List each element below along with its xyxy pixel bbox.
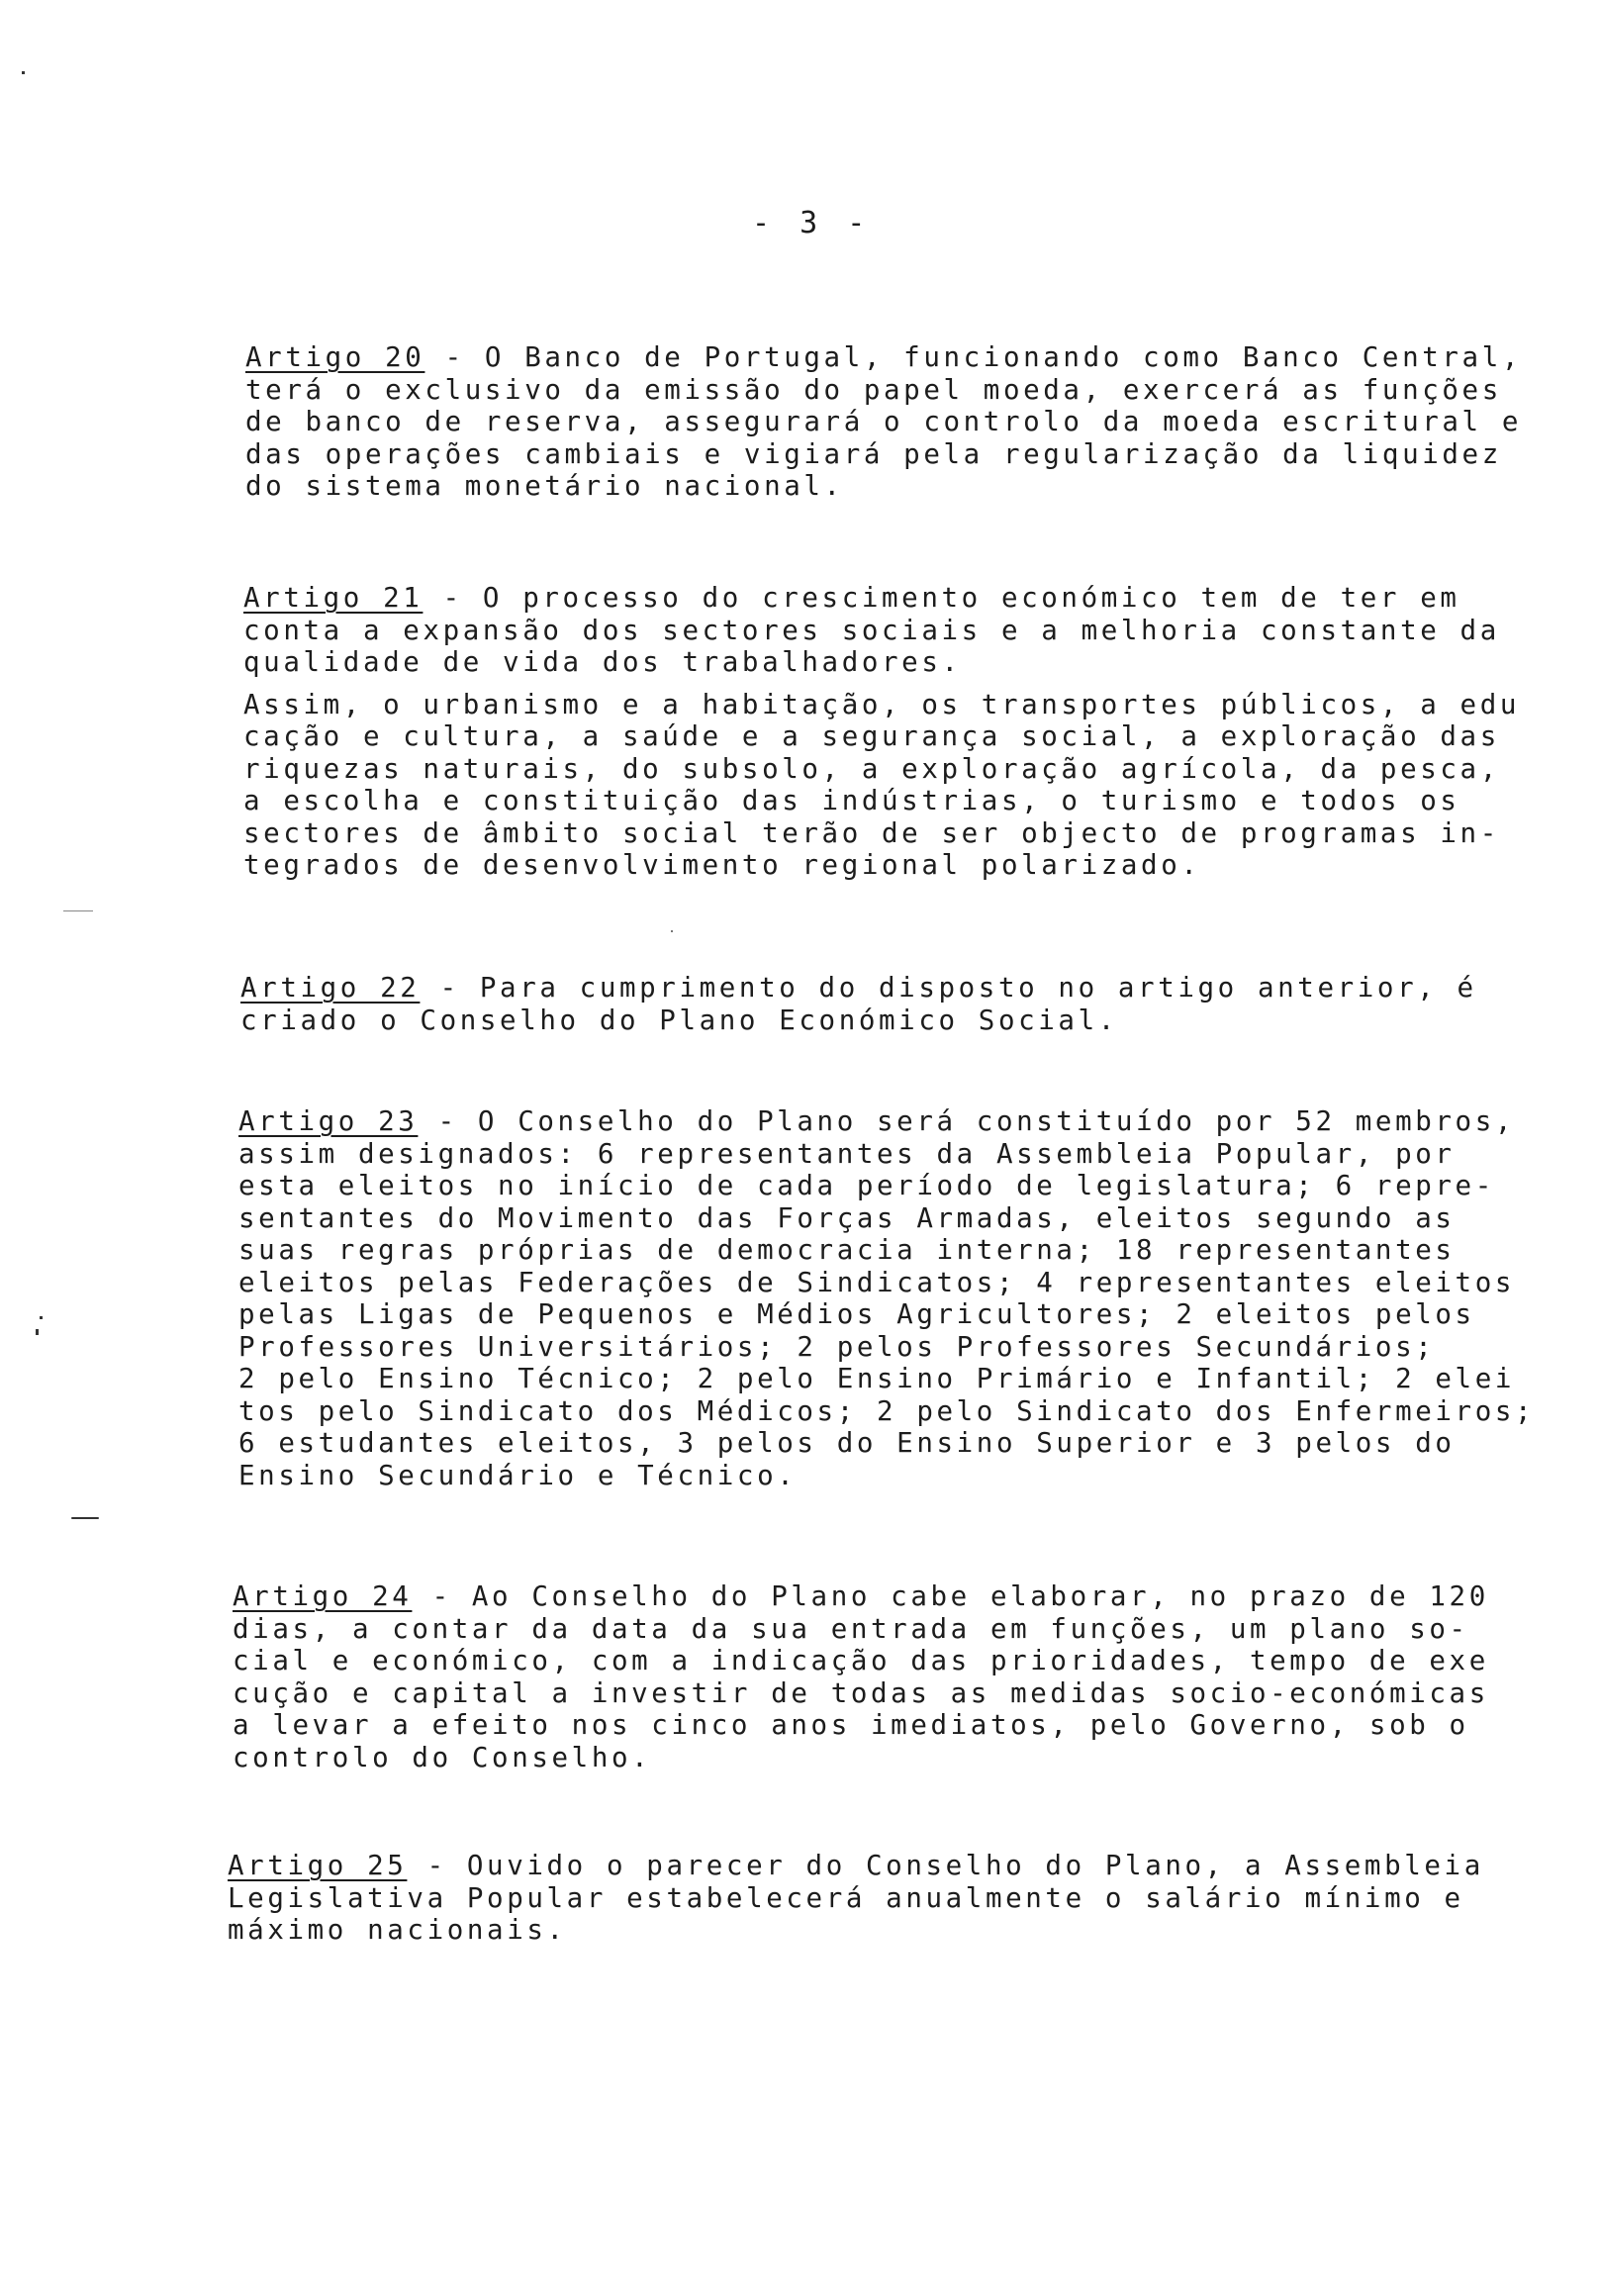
article-25	[228, 1850, 1544, 1947]
scan-mark	[63, 910, 93, 911]
article-first-line-text: - Para cumprimento do disposto no artigo anterior, é	[420, 972, 1477, 1004]
scan-mark	[671, 930, 673, 932]
article-first-line-text: - Ouvido o parecer do Conselho do Plano, a Assembleia	[407, 1850, 1484, 1881]
article-line: pelas Ligas de Pequenos e Médios Agricultores; 2 eleitos pelos	[238, 1298, 1475, 1330]
article-line: tos pelo Sindicato dos Médicos; 2 pelo Sindicato dos Enfermeiros;	[238, 1394, 1536, 1427]
article-20	[245, 341, 1561, 503]
article-21	[243, 582, 1559, 882]
article-line: cução e capital a investir de todas as medidas socio-económicas	[233, 1676, 1489, 1709]
article-line: sentantes do Movimento das Forças Armadas, eleitos segundo as	[238, 1201, 1456, 1234]
article-line: 2 pelo Ensino Técnico; 2 pelo Ensino Primário e Infantil; 2 elei	[238, 1363, 1516, 1394]
article-label: Artigo 21	[243, 582, 423, 614]
article-line: conta a expansão dos sectores sociais e a melhoria constante da	[243, 614, 1500, 646]
article-first-line	[240, 972, 1556, 1004]
article-label: Artigo 23	[238, 1105, 419, 1137]
article-line: cial e económico, com a indicação das prioridades, tempo de exe	[233, 1645, 1489, 1676]
article-line: criado o Conselho do Plano Económico Social.	[240, 1004, 1118, 1036]
article-line: esta eleitos no início de cada período de legislatura; 6 repre-	[238, 1170, 1495, 1201]
scan-mark	[36, 1329, 39, 1335]
article-line: qualidade de vida dos trabalhadores.	[243, 646, 962, 678]
article-line: máximo nacionais.	[228, 1914, 567, 1946]
article-line: suas regras próprias de democracia interna; 18 representantes	[238, 1234, 1456, 1266]
article-line: 6 estudantes eleitos, 3 pelos do Ensino Superior e 3 pelos do	[238, 1427, 1456, 1459]
article-first-line	[238, 1105, 1554, 1138]
article-line: das operações cambiais e vigiará pela regularização da liquidez	[245, 437, 1502, 470]
article-line: a escolha e constituição das indústrias, o turismo e todos os	[243, 785, 1460, 816]
article-first-line-text: - O Banco de Portugal, funcionando como Banco Central,	[424, 341, 1523, 373]
article-first-line-text: - O Conselho do Plano será constituído por 52 membros,	[418, 1105, 1516, 1137]
article-line: do sistema monetário nacional.	[245, 470, 844, 502]
article-line: sectores de âmbito social terão de ser objecto de programas in-	[243, 816, 1500, 849]
article-line: assim designados: 6 representantes da Assembleia Popular, por	[238, 1137, 1456, 1170]
article-24	[233, 1580, 1549, 1773]
article-line: riquezas naturais, do subsolo, a exploração agrícola, da pesca,	[243, 752, 1500, 785]
article-label: Artigo 20	[245, 341, 425, 373]
article-22	[240, 972, 1556, 1036]
article-first-line	[233, 1580, 1549, 1613]
scan-mark	[71, 1517, 99, 1519]
article-label: Artigo 25	[228, 1850, 408, 1881]
article-line: cação e cultura, a saúde e a segurança social, a exploração das	[243, 720, 1500, 752]
article-line: Ensino Secundário e Técnico.	[238, 1459, 798, 1491]
article-first-line-text: - O processo do crescimento económico tem de ter em	[423, 582, 1460, 614]
scan-mark	[22, 71, 25, 74]
article-line: eleitos pelas Federações de Sindicatos; 4 representantes eleitos	[238, 1266, 1516, 1298]
article-23	[238, 1105, 1554, 1491]
article-first-line	[245, 341, 1561, 374]
article-line: Professores Universitários; 2 pelos Professores Secundários;	[238, 1330, 1436, 1363]
article-label: Artigo 22	[240, 972, 421, 1004]
article-line: tegrados de desenvolvimento regional polarizado.	[243, 849, 1201, 881]
article-first-line	[228, 1850, 1544, 1882]
article-first-line-text: - Ao Conselho do Plano cabe elaborar, no prazo de 120	[412, 1580, 1489, 1612]
article-line: de banco de reserva, assegurará o controlo da moeda escritural e	[245, 406, 1523, 437]
scan-mark	[40, 1316, 43, 1319]
article-line: terá o exclusivo da emissão do papel moeda, exercerá as funções	[245, 373, 1502, 406]
article-line: a levar a efeito nos cinco anos imediatos, pelo Governo, sob o	[233, 1709, 1469, 1741]
article-first-line	[243, 582, 1559, 615]
article-line: Assim, o urbanismo e a habitação, os transportes públicos, a edu	[243, 688, 1521, 720]
page-number: - 3 -	[752, 206, 872, 240]
article-label: Artigo 24	[233, 1580, 413, 1612]
article-line: controlo do Conselho.	[233, 1741, 652, 1773]
article-line: Legislativa Popular estabelecerá anualmente o salário mínimo e	[228, 1881, 1464, 1914]
article-line: dias, a contar da data da sua entrada em funções, um plano so-	[233, 1612, 1469, 1645]
